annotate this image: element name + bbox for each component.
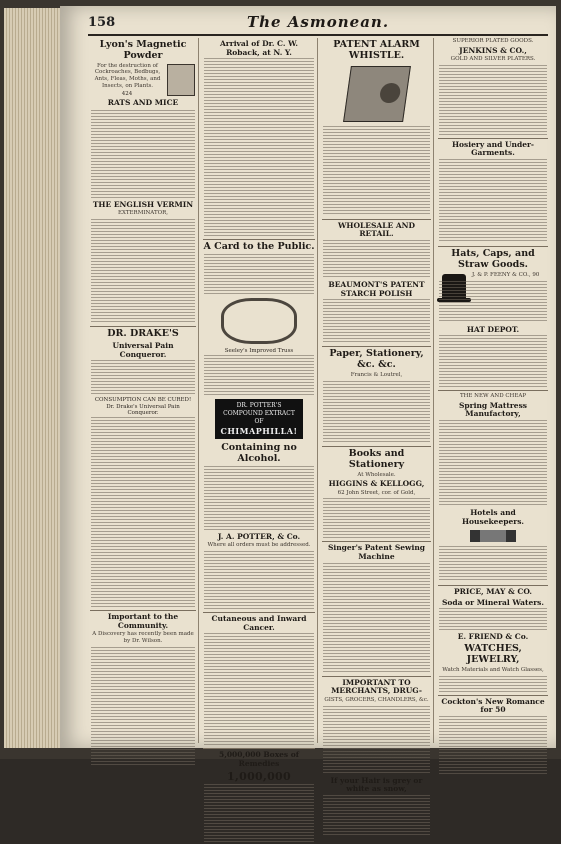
friend-heading: E. FRIEND & Co.	[457, 632, 529, 642]
hats-heading: Hats, Caps, and Straw Goods.	[451, 248, 535, 270]
potter-firm: J. A. POTTER, & Co.	[217, 531, 301, 541]
vermin-heading: THE ENGLISH VERMIN	[92, 199, 194, 209]
merchants-subheading: GISTS, GROCERS, CHANDLERS, &c.	[324, 696, 429, 703]
lyons-body-text	[91, 110, 195, 198]
paper-body-text	[323, 381, 430, 443]
masthead-title: The Asmonean.	[246, 13, 390, 31]
hosiery-heading: Hosiery and Under-Garments.	[451, 139, 535, 158]
column-1	[88, 38, 199, 743]
truss-caption: Seeley's Improved Truss	[224, 348, 294, 355]
column-4	[436, 38, 550, 743]
divider	[438, 585, 548, 586]
hotels-illustration	[470, 530, 516, 542]
mattress-heading: Spring Mattress Manufactory,	[458, 400, 528, 419]
drake-intro-text	[91, 360, 195, 394]
books-firm: HIGGINS & KELLOGG,	[328, 479, 425, 489]
vermin-body-text	[91, 219, 195, 323]
alarm-whistle-heading: PATENT ALARM WHISTLE.	[333, 39, 420, 61]
merchants-heading: IMPORTANT TO MERCHANTS, DRUG-	[331, 677, 422, 696]
alarm-body-text	[323, 126, 430, 216]
books-address: 62 John Street, cor. of Gold,	[337, 489, 416, 496]
divider	[438, 246, 548, 247]
sewing-body-text	[323, 563, 430, 673]
watches-heading: WATCHES, JEWELRY,	[464, 643, 522, 666]
community-heading: Important to the Community.	[107, 612, 179, 630]
divider	[203, 239, 315, 240]
rats-mice-heading: RATS AND MICE	[107, 98, 179, 108]
divider	[438, 390, 548, 391]
hat-depot-body-text	[439, 335, 547, 387]
divider	[90, 610, 196, 611]
hotels-body-text	[439, 546, 547, 582]
masthead	[88, 12, 548, 36]
arrival-heading: Arrival of Dr. C. W. Roback, at N. Y.	[219, 39, 298, 57]
cancer-heading: Cutaneous and Inward Cancer.	[211, 614, 307, 632]
plated-goods-line: SUPERIOR PLATED GOODS.	[452, 38, 534, 44]
soda-body-text	[439, 608, 547, 630]
paper-heading: Paper, Stationery, &c. &c.	[329, 348, 424, 371]
cancer-body-text	[204, 633, 314, 745]
remedies-heading: 5,000,000 Boxes of Remedies	[218, 750, 299, 768]
merchants-body-text	[323, 706, 430, 774]
watches-body-text	[439, 676, 547, 692]
divider	[322, 346, 431, 347]
arrival-body-text	[204, 58, 314, 236]
lyons-heading: Lyon's Magnetic Powder	[99, 39, 187, 61]
divider	[322, 446, 431, 447]
sewing-heading: Singer's Patent Sewing Machine	[327, 543, 426, 562]
divider	[203, 612, 315, 613]
divider	[203, 748, 315, 749]
truss-illustration	[221, 298, 297, 344]
starch-heading: BEAUMONT'S PATENT STARCH POLISH	[328, 280, 425, 298]
newspaper-page	[60, 6, 556, 794]
column-3	[320, 38, 434, 794]
extract-of: OF	[254, 417, 264, 425]
divider	[322, 541, 431, 542]
divider	[438, 138, 548, 139]
potter-extract-banner	[215, 399, 303, 439]
potter-body-text	[204, 551, 314, 609]
community-body-text	[91, 647, 195, 767]
jenkins-body-text	[439, 65, 547, 135]
drake-subheading: Universal Pain Conqueror.	[112, 340, 174, 359]
divider	[322, 219, 431, 220]
hat-depot-heading: HAT DEPOT.	[466, 324, 520, 334]
extract-body-text	[204, 466, 314, 530]
cockton-heading: Cockton's New Romance for 50	[441, 696, 545, 715]
books-subheading: At Wholesale.	[357, 471, 396, 478]
drake-name-line: Dr. Drake's Universal Pain Conqueror.	[106, 404, 180, 417]
truss-body-text	[204, 355, 314, 395]
starch-body-text	[323, 299, 430, 343]
page-edges	[4, 8, 62, 748]
hosiery-body-text	[439, 159, 547, 243]
potter-orders-note: Where all orders must be addressed.	[207, 542, 311, 549]
jenkins-subheading: GOLD AND SILVER PLATERS.	[450, 56, 536, 63]
alarm-whistle-illustration	[343, 66, 411, 122]
extract-line: COMPOUND EXTRACT	[223, 409, 295, 417]
extract-name: CHIMAPHILLA!	[220, 425, 298, 436]
cockton-body-text	[439, 716, 547, 776]
remedies-body-text	[204, 784, 314, 844]
books-body-text	[323, 498, 430, 538]
column-2	[201, 38, 318, 783]
drake-heading: DR. DRAKE'S	[107, 328, 179, 340]
hats-firm: J. & P. FEENY & CO., 90	[472, 271, 540, 278]
hotels-heading: Hotels and Housekeepers.	[461, 507, 525, 526]
drake-body-text	[91, 417, 195, 607]
watches-subheading: Watch Materials and Watch Glasses,	[442, 666, 544, 673]
soda-heading: Soda or Mineral Waters.	[442, 597, 544, 607]
card-heading: A Card to the Public.	[203, 241, 315, 253]
paper-firm: Francis & Loutrel,	[350, 372, 403, 379]
extract-brand: DR. POTTER'S	[236, 402, 282, 410]
remedies-amount: 1,000,000	[227, 769, 291, 783]
books-heading: Books and Stationery	[348, 447, 405, 470]
jenkins-heading: JENKINS & CO.,	[459, 45, 527, 55]
hats-body-text	[439, 281, 547, 321]
divider	[90, 326, 196, 327]
wholesale-body-text	[323, 240, 430, 278]
mattress-body-text	[439, 420, 547, 506]
price-may-heading: PRICE, MAY & CO.	[453, 587, 533, 597]
wholesale-heading: WHOLESALE AND RETAIL.	[337, 220, 416, 239]
hair-body-text	[323, 795, 430, 835]
lyons-box-number: 424	[121, 91, 133, 98]
divider	[438, 695, 548, 696]
hair-heading: If your Hair is grey or white as snow,	[330, 775, 423, 794]
consumption-line: CONSUMPTION CAN BE CURED!	[94, 397, 192, 404]
mattress-kicker: THE NEW AND CHEAP	[459, 393, 527, 400]
divider	[322, 676, 431, 677]
lyons-subtitle: For the destruction of Cockroaches, Bedbugs, Ants, Fleas, Moths, and Insects, on Plants.	[94, 62, 161, 89]
vermin-subheading: EXTERMINATOR,	[117, 210, 169, 217]
no-alcohol-heading: Containing no Alcohol.	[221, 441, 297, 464]
lyons-box-image	[167, 64, 195, 96]
page-number: 158	[88, 15, 116, 30]
card-body-text	[204, 254, 314, 294]
columns	[88, 38, 550, 794]
community-subheading: A Discovery has recently been made by Dr. Wilson.	[92, 631, 194, 645]
